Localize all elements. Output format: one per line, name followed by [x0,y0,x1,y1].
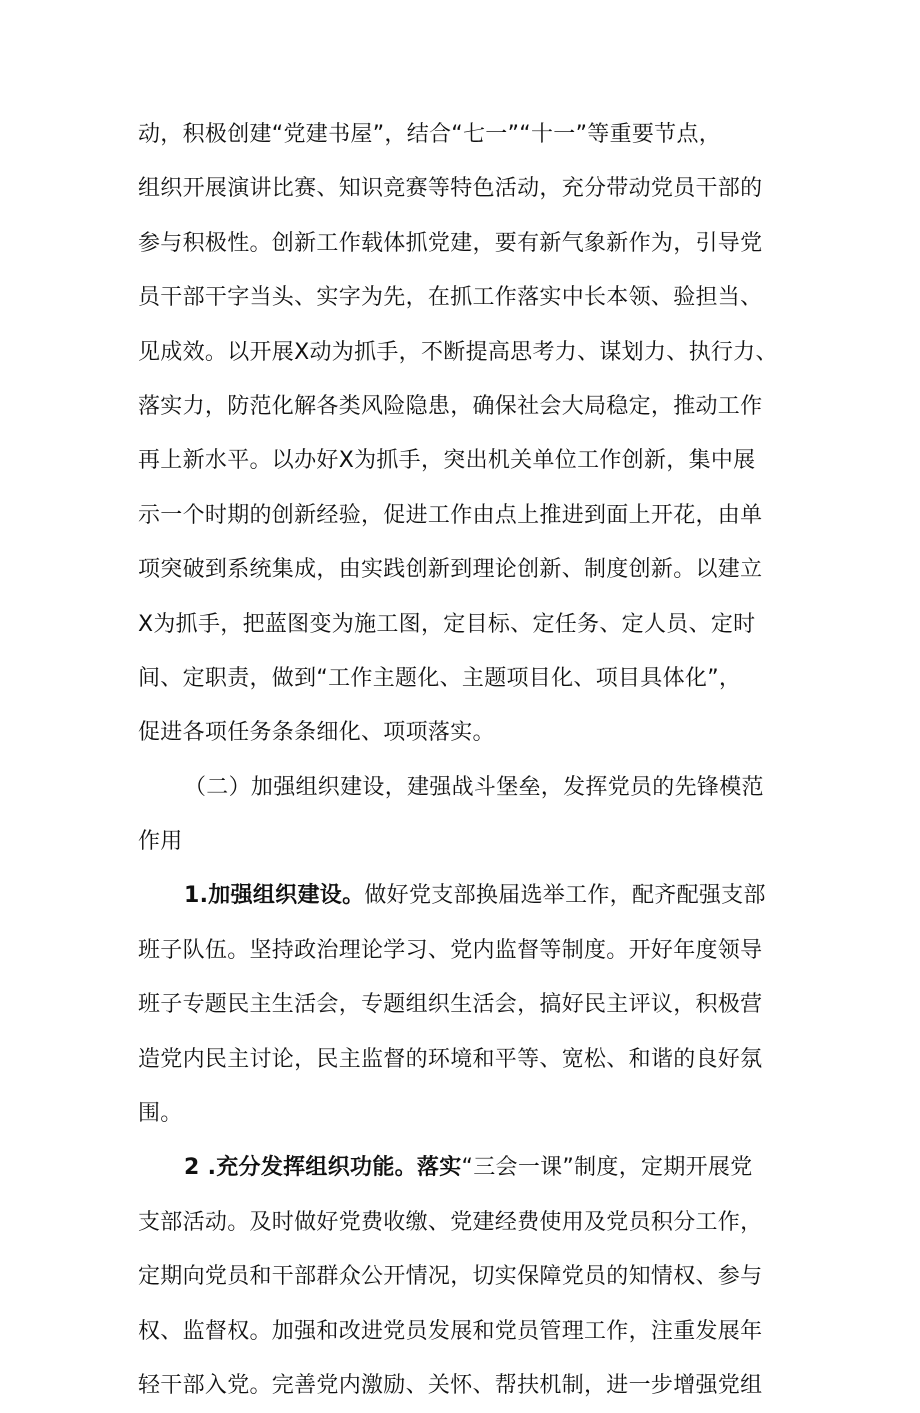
paragraph-line: 班子专题民主生活会，专题组织生活会，搞好民主评议，积极营 [138,992,763,1018]
item-1-first-line [184,869,818,923]
paragraph-line: 示一个时期的创新经验，促进工作由点上推进到面上开花，由单 [138,502,763,528]
paragraph-line: 组织开展演讲比赛、知识竞赛等特色活动，充分带动党员干部的 [138,176,763,202]
paragraph-line: 参与积极性。创新工作载体抓党建，要有新气象新作为，引导党 [138,230,763,256]
paragraph-line: 围。 [138,1101,183,1127]
section-heading-continuation: 作用 [138,829,183,855]
paragraph-line: 再上新水平。以办好X为抓手，突出机关单位工作创新，集中展 [138,448,756,474]
paragraph-line: 轻干部入党。完善党内激励、关怀、帮扶机制，进一步增强党组 [138,1372,763,1398]
paragraph-line: 支部活动。及时做好党费收缴、党建经费使用及党员积分工作， [138,1209,763,1235]
paragraph-line: 项突破到系统集成，由实践创新到理论创新、制度创新。以建立 [138,557,763,583]
paragraph-line: X为抓手，把蓝图变为施工图，定目标、定任务、定人员、定时 [138,611,756,637]
document-body [0,108,920,1413]
paragraph-line: 促进各项任务条条细化、项项落实。 [138,720,495,746]
item-2-first-line [184,1141,818,1195]
paragraph-line: 造党内民主讨论，民主监督的环境和平等、宽松、和谐的良好氛 [138,1046,763,1072]
paragraph-line: 落实力，防范化解各类风险隐患，确保社会大局稳定，推动工作 [138,393,763,419]
paragraph-line: 定期向党员和干部群众公开情况，切实保障党员的知情权、参与 [138,1264,763,1290]
paragraph-line: 权、监督权。加强和改进党员发展和党员管理工作，注重发展年 [138,1318,763,1344]
item-1-text: 做好党支部换届选举工作，配齐配强支部 [364,883,766,909]
section-heading: （二）加强组织建设，建强战斗堡垒，发挥党员的先锋模范 [184,774,764,800]
paragraph-line: 间、定职责，做到“工作主题化、主题项目化、项目具体化”， [138,665,742,691]
item-2-text: “三会一课”制度，定期开展党 [461,1155,753,1181]
paragraph-line: 班子队伍。坚持政治理论学习、党内监督等制度。开好年度领导 [138,937,763,963]
item-1-title: 1.加强组织建设。 [184,883,365,909]
paragraph-line: 见成效。以开展X动为抓手，不断提高思考力、谋划力、执行力、 [138,339,778,365]
paragraph-line: 动，积极创建“党建书屋”，结合“七一”“十一”等重要节点， [138,122,722,147]
paragraph-line: 员干部干字当头、实字为先，在抓工作落实中长本领、验担当、 [138,285,763,311]
item-2-title: 2 .充分发挥组织功能。落实 [184,1155,462,1181]
